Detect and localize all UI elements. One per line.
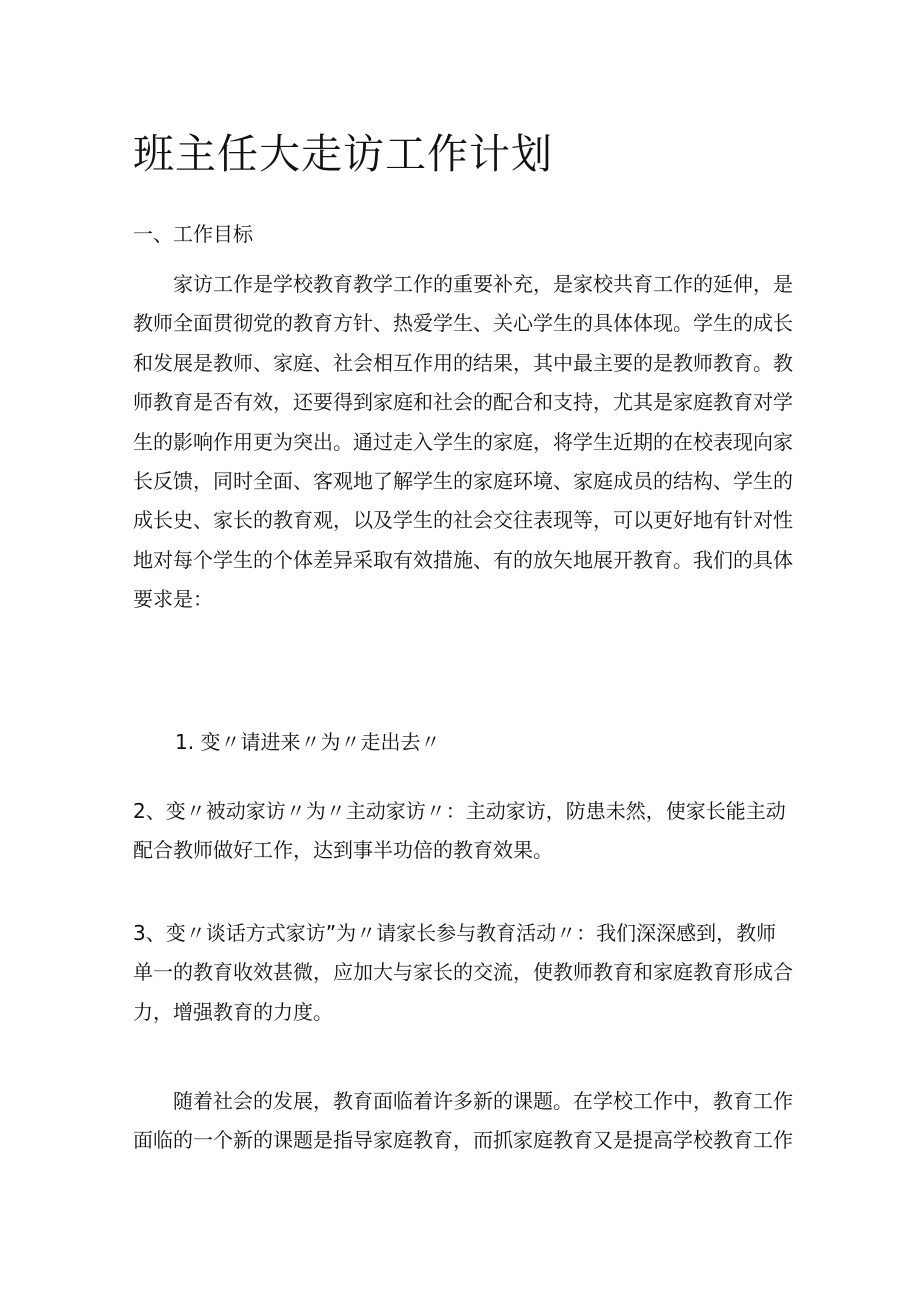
document-title: 班主任大走访工作计划 bbox=[133, 130, 553, 178]
closing-paragraph: 随着社会的发展，教育面临着许多新的课题。在学校工作中，教育工作面临的一个新的课题是指导家庭教育，而抓家庭教育又是提高学校教育工作 bbox=[133, 1089, 793, 1153]
section-heading-work-goals: 一、工作目标 bbox=[133, 222, 253, 246]
intro-paragraph: 家访工作是学校教育教学工作的重要补充，是家校共育工作的延伸，是教师全面贯彻党的教育方针、热爱学生、关心学生的具体体现。学生的成长和发展是教师、家庭、社会相互作用的结果，其中最主要的是教师教育。教师教育是否有效，还要得到家庭和社会的配合和支持，尤其是家庭教育对学生的影响作用更为突出。通过走入学生的家庭，将学生近期的在校表现向家长反馈，同时全面、客观地了解学生的家庭环境、家庭成员的结构、学生的成长史、家长的教育观，以及学生的社会交往表现等，可以更好地有针对性地对每个学生的个体差异采取有效措施、有的放矢地展开教育。我们的具体要求是： bbox=[133, 272, 793, 612]
requirement-item-1: 1. 变〃请进来〃为〃走出去〃 bbox=[175, 730, 441, 754]
requirement-item-2: 2、变〃被动家访〃为〃主动家访〃：主动家访，防患未然，使家长能主动配合教师做好工作，达到事半功倍的教育效果。 bbox=[133, 799, 786, 863]
requirement-item-3: 3、变〃谈话方式家访”为〃请家长参与教育活动〃：我们深深感到，教师单一的教育收效甚微，应加大与家长的交流，使教师教育和家庭教育形成合力，增强教育的力度。 bbox=[133, 921, 793, 1024]
